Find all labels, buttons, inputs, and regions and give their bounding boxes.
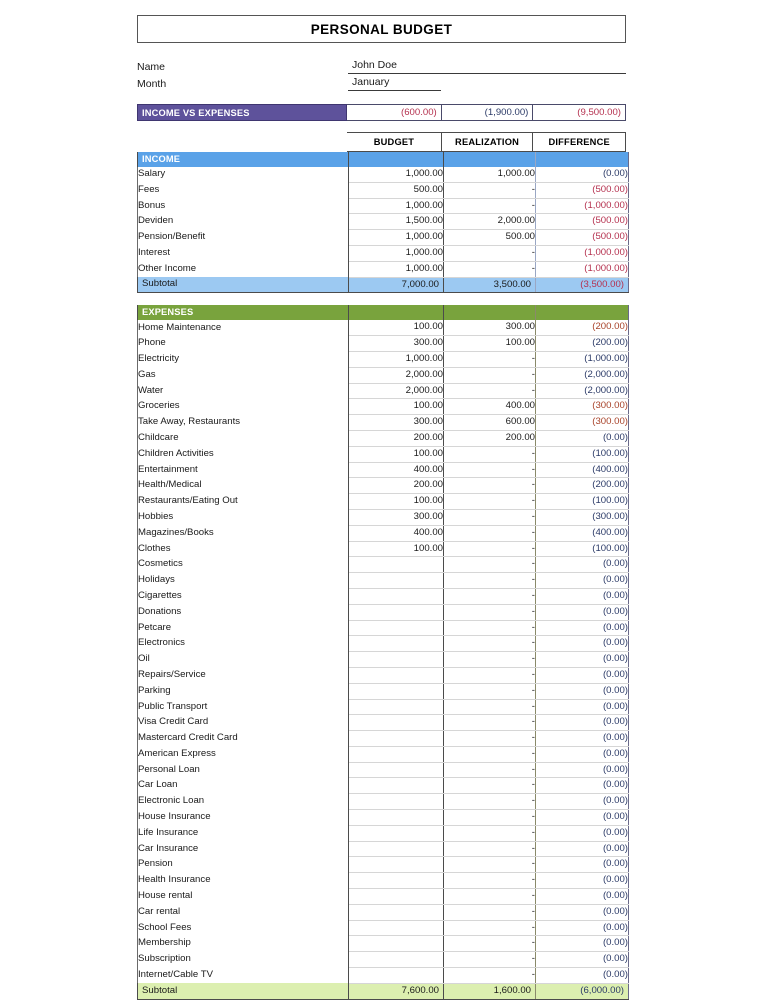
row-realization-cell[interactable]: - bbox=[444, 825, 536, 841]
row-budget-cell[interactable] bbox=[349, 699, 444, 715]
row-label: Children Activities bbox=[138, 446, 349, 462]
row-label: Repairs/Service bbox=[138, 667, 349, 683]
row-realization-cell[interactable]: - bbox=[444, 746, 536, 762]
row-budget-cell[interactable]: 300.00 bbox=[349, 336, 444, 352]
row-difference-cell[interactable]: (0.00) bbox=[536, 889, 629, 905]
row-label: Other Income bbox=[138, 261, 349, 277]
column-header-realization: REALIZATION bbox=[442, 132, 534, 152]
row-difference-cell[interactable]: (200.00) bbox=[536, 478, 629, 494]
row-budget-cell[interactable] bbox=[349, 889, 444, 905]
row-label: Pension/Benefit bbox=[138, 230, 349, 246]
row-label: Hobbies bbox=[138, 509, 349, 525]
row-label: Donations bbox=[138, 604, 349, 620]
table-row bbox=[138, 936, 629, 952]
subtotal-row bbox=[138, 983, 629, 999]
table-row bbox=[138, 557, 629, 573]
row-realization-cell[interactable]: 200.00 bbox=[444, 430, 536, 446]
row-realization-cell[interactable]: - bbox=[444, 182, 536, 198]
row-difference-cell[interactable]: (0.00) bbox=[536, 857, 629, 873]
row-realization-cell[interactable]: - bbox=[444, 968, 536, 984]
row-budget-cell[interactable]: 500.00 bbox=[349, 182, 444, 198]
subtotal-realization-cell[interactable]: 1,600.00 bbox=[444, 983, 536, 999]
summary-difference-value[interactable]: (9,500.00) bbox=[533, 104, 626, 121]
row-label: School Fees bbox=[138, 920, 349, 936]
row-difference-cell[interactable]: (1,000.00) bbox=[536, 351, 629, 367]
row-budget-cell[interactable] bbox=[349, 588, 444, 604]
row-difference-cell[interactable]: (400.00) bbox=[536, 525, 629, 541]
row-difference-cell[interactable]: (0.00) bbox=[536, 636, 629, 652]
row-realization-cell[interactable]: - bbox=[444, 494, 536, 510]
row-label: Bonus bbox=[138, 198, 349, 214]
table-row bbox=[138, 509, 629, 525]
table-row bbox=[138, 541, 629, 557]
row-difference-cell[interactable]: (0.00) bbox=[536, 699, 629, 715]
row-budget-cell[interactable]: 1,000.00 bbox=[349, 261, 444, 277]
row-realization-cell[interactable]: - bbox=[444, 952, 536, 968]
row-realization-cell[interactable]: - bbox=[444, 715, 536, 731]
row-budget-cell[interactable] bbox=[349, 557, 444, 573]
row-label: Phone bbox=[138, 336, 349, 352]
sheet-content bbox=[137, 15, 626, 1000]
row-budget-cell[interactable] bbox=[349, 667, 444, 683]
row-realization-cell[interactable]: - bbox=[444, 383, 536, 399]
row-realization-cell[interactable]: - bbox=[444, 904, 536, 920]
table-row bbox=[138, 620, 629, 636]
row-realization-cell[interactable]: - bbox=[444, 636, 536, 652]
summary-budget-value[interactable]: (600.00) bbox=[347, 104, 442, 121]
row-label: Electronic Loan bbox=[138, 794, 349, 810]
income-vs-expenses-row bbox=[137, 104, 626, 121]
subtotal-label: Subtotal bbox=[138, 277, 349, 293]
row-label: Holidays bbox=[138, 573, 349, 589]
row-label: Public Transport bbox=[138, 699, 349, 715]
row-label: House Insurance bbox=[138, 810, 349, 826]
row-difference-cell[interactable]: (1,000.00) bbox=[536, 245, 629, 261]
income-vs-expenses-label: INCOME VS EXPENSES bbox=[137, 104, 347, 121]
row-label: House rental bbox=[138, 889, 349, 905]
row-label: Subscription bbox=[138, 952, 349, 968]
row-budget-cell[interactable]: 2,000.00 bbox=[349, 383, 444, 399]
row-budget-cell[interactable]: 200.00 bbox=[349, 430, 444, 446]
income-header-difference-cell bbox=[536, 152, 629, 167]
row-label: Health/Medical bbox=[138, 478, 349, 494]
table-row bbox=[138, 746, 629, 762]
name-label: Name bbox=[137, 61, 166, 73]
table-row bbox=[138, 245, 629, 261]
row-realization-cell[interactable]: - bbox=[444, 667, 536, 683]
column-header-budget: BUDGET bbox=[347, 132, 442, 152]
row-difference-cell[interactable]: (500.00) bbox=[536, 230, 629, 246]
row-realization-cell[interactable]: - bbox=[444, 245, 536, 261]
row-realization-cell[interactable]: - bbox=[444, 573, 536, 589]
table-row bbox=[138, 462, 629, 478]
row-difference-cell[interactable]: (0.00) bbox=[536, 588, 629, 604]
income-section-header bbox=[138, 152, 629, 167]
row-difference-cell[interactable]: (0.00) bbox=[536, 810, 629, 826]
row-label: Clothes bbox=[138, 541, 349, 557]
row-difference-cell[interactable]: (2,000.00) bbox=[536, 383, 629, 399]
row-difference-cell[interactable]: (2,000.00) bbox=[536, 367, 629, 383]
table-row bbox=[138, 230, 629, 246]
row-difference-cell[interactable]: (0.00) bbox=[536, 746, 629, 762]
row-label: Deviden bbox=[138, 214, 349, 230]
row-realization-cell[interactable]: - bbox=[444, 731, 536, 747]
table-row bbox=[138, 604, 629, 620]
row-difference-cell[interactable]: (0.00) bbox=[536, 652, 629, 668]
table-row bbox=[138, 573, 629, 589]
table-row bbox=[138, 446, 629, 462]
row-label: Fees bbox=[138, 182, 349, 198]
table-row bbox=[138, 889, 629, 905]
table-row bbox=[138, 167, 629, 182]
row-label: Car Insurance bbox=[138, 841, 349, 857]
row-realization-cell[interactable]: - bbox=[444, 604, 536, 620]
row-label: Oil bbox=[138, 652, 349, 668]
row-difference-cell[interactable]: (0.00) bbox=[536, 667, 629, 683]
row-budget-cell[interactable] bbox=[349, 904, 444, 920]
table-row bbox=[138, 920, 629, 936]
row-difference-cell[interactable]: (1,000.00) bbox=[536, 261, 629, 277]
table-row bbox=[138, 667, 629, 683]
row-budget-cell[interactable] bbox=[349, 968, 444, 984]
row-difference-cell[interactable]: (100.00) bbox=[536, 494, 629, 510]
row-realization-cell[interactable]: - bbox=[444, 351, 536, 367]
row-difference-cell[interactable]: (0.00) bbox=[536, 715, 629, 731]
row-realization-cell[interactable]: - bbox=[444, 541, 536, 557]
table-row bbox=[138, 636, 629, 652]
row-realization-cell[interactable]: - bbox=[444, 920, 536, 936]
subtotal-row bbox=[138, 277, 629, 293]
row-difference-cell[interactable]: (500.00) bbox=[536, 214, 629, 230]
column-header-row bbox=[137, 132, 626, 152]
row-label: Restaurants/Eating Out bbox=[138, 494, 349, 510]
row-difference-cell[interactable]: (0.00) bbox=[536, 873, 629, 889]
row-label: Magazines/Books bbox=[138, 525, 349, 541]
table-row bbox=[138, 198, 629, 214]
table-row bbox=[138, 825, 629, 841]
table-row bbox=[138, 351, 629, 367]
table-row bbox=[138, 588, 629, 604]
row-label: Life Insurance bbox=[138, 825, 349, 841]
row-difference-cell[interactable]: (400.00) bbox=[536, 462, 629, 478]
row-label: Cigarettes bbox=[138, 588, 349, 604]
income-table bbox=[137, 152, 629, 293]
row-difference-cell[interactable]: (0.00) bbox=[536, 936, 629, 952]
subtotal-label: Subtotal bbox=[138, 983, 349, 999]
row-budget-cell[interactable] bbox=[349, 920, 444, 936]
row-budget-cell[interactable] bbox=[349, 762, 444, 778]
table-row bbox=[138, 478, 629, 494]
table-row bbox=[138, 261, 629, 277]
row-label: Electronics bbox=[138, 636, 349, 652]
row-realization-cell[interactable]: - bbox=[444, 525, 536, 541]
row-label: Home Maintenance bbox=[138, 320, 349, 335]
table-row bbox=[138, 214, 629, 230]
row-difference-cell[interactable]: (500.00) bbox=[536, 182, 629, 198]
expenses-section-label: EXPENSES bbox=[138, 305, 349, 320]
row-budget-cell[interactable]: 400.00 bbox=[349, 525, 444, 541]
month-input[interactable]: January bbox=[348, 75, 441, 91]
row-realization-cell[interactable]: - bbox=[444, 462, 536, 478]
row-budget-cell[interactable] bbox=[349, 715, 444, 731]
row-budget-cell[interactable] bbox=[349, 810, 444, 826]
table-row bbox=[138, 715, 629, 731]
row-budget-cell[interactable]: 1,000.00 bbox=[349, 198, 444, 214]
row-realization-cell[interactable]: - bbox=[444, 367, 536, 383]
row-realization-cell[interactable]: 300.00 bbox=[444, 320, 536, 335]
row-budget-cell[interactable]: 1,000.00 bbox=[349, 245, 444, 261]
month-label: Month bbox=[137, 78, 167, 90]
row-budget-cell[interactable] bbox=[349, 620, 444, 636]
income-header-budget-cell bbox=[349, 152, 444, 167]
row-difference-cell[interactable]: (300.00) bbox=[536, 509, 629, 525]
row-label: Visa Credit Card bbox=[138, 715, 349, 731]
row-difference-cell[interactable]: (0.00) bbox=[536, 683, 629, 699]
subtotal-budget-cell[interactable]: 7,000.00 bbox=[349, 277, 444, 293]
title-box bbox=[137, 15, 626, 43]
month-row bbox=[137, 75, 626, 91]
subtotal-realization-cell[interactable]: 3,500.00 bbox=[444, 277, 536, 293]
row-realization-cell[interactable]: - bbox=[444, 778, 536, 794]
row-label: Internet/Cable TV bbox=[138, 968, 349, 984]
row-realization-cell[interactable]: 600.00 bbox=[444, 415, 536, 431]
table-row bbox=[138, 415, 629, 431]
row-difference-cell[interactable]: (0.00) bbox=[536, 731, 629, 747]
table-row bbox=[138, 968, 629, 984]
row-label: American Express bbox=[138, 746, 349, 762]
row-realization-cell[interactable]: 1,000.00 bbox=[444, 167, 536, 182]
row-budget-cell[interactable]: 1,000.00 bbox=[349, 167, 444, 182]
row-difference-cell[interactable]: (200.00) bbox=[536, 336, 629, 352]
row-budget-cell[interactable]: 300.00 bbox=[349, 415, 444, 431]
row-budget-cell[interactable]: 100.00 bbox=[349, 320, 444, 335]
row-budget-cell[interactable] bbox=[349, 636, 444, 652]
row-budget-cell[interactable] bbox=[349, 683, 444, 699]
table-row bbox=[138, 762, 629, 778]
row-budget-cell[interactable] bbox=[349, 746, 444, 762]
row-realization-cell[interactable]: - bbox=[444, 699, 536, 715]
row-difference-cell[interactable]: (0.00) bbox=[536, 778, 629, 794]
row-label: Membership bbox=[138, 936, 349, 952]
row-difference-cell[interactable]: (0.00) bbox=[536, 604, 629, 620]
row-label: Personal Loan bbox=[138, 762, 349, 778]
row-label: Electricity bbox=[138, 351, 349, 367]
row-realization-cell[interactable]: - bbox=[444, 873, 536, 889]
expenses-header-budget-cell bbox=[349, 305, 444, 320]
row-realization-cell[interactable]: - bbox=[444, 810, 536, 826]
row-label: Water bbox=[138, 383, 349, 399]
row-budget-cell[interactable]: 300.00 bbox=[349, 509, 444, 525]
table-row bbox=[138, 336, 629, 352]
row-label: Groceries bbox=[138, 399, 349, 415]
row-label: Salary bbox=[138, 167, 349, 182]
row-difference-cell[interactable]: (300.00) bbox=[536, 415, 629, 431]
row-label: Childcare bbox=[138, 430, 349, 446]
row-budget-cell[interactable] bbox=[349, 857, 444, 873]
column-header-spacer bbox=[137, 132, 347, 152]
table-row bbox=[138, 525, 629, 541]
row-difference-cell[interactable]: (100.00) bbox=[536, 446, 629, 462]
row-budget-cell[interactable]: 400.00 bbox=[349, 462, 444, 478]
row-label: Pension bbox=[138, 857, 349, 873]
row-realization-cell[interactable]: - bbox=[444, 588, 536, 604]
table-row bbox=[138, 383, 629, 399]
row-realization-cell[interactable]: - bbox=[444, 794, 536, 810]
table-row bbox=[138, 367, 629, 383]
name-row bbox=[137, 58, 626, 74]
row-difference-cell[interactable]: (200.00) bbox=[536, 320, 629, 335]
summary-realization-value[interactable]: (1,900.00) bbox=[442, 104, 534, 121]
row-realization-cell[interactable]: - bbox=[444, 889, 536, 905]
subtotal-budget-cell[interactable]: 7,600.00 bbox=[349, 983, 444, 999]
row-budget-cell[interactable] bbox=[349, 825, 444, 841]
row-budget-cell[interactable]: 200.00 bbox=[349, 478, 444, 494]
row-budget-cell[interactable] bbox=[349, 573, 444, 589]
row-difference-cell[interactable]: (0.00) bbox=[536, 952, 629, 968]
table-row bbox=[138, 810, 629, 826]
row-difference-cell[interactable]: (0.00) bbox=[536, 920, 629, 936]
row-realization-cell[interactable]: - bbox=[444, 446, 536, 462]
table-row bbox=[138, 683, 629, 699]
table-row bbox=[138, 778, 629, 794]
row-realization-cell[interactable]: 400.00 bbox=[444, 399, 536, 415]
row-realization-cell[interactable]: - bbox=[444, 936, 536, 952]
row-budget-cell[interactable]: 100.00 bbox=[349, 541, 444, 557]
table-row bbox=[138, 873, 629, 889]
expenses-table bbox=[137, 305, 629, 999]
row-realization-cell[interactable]: - bbox=[444, 557, 536, 573]
row-difference-cell[interactable]: (100.00) bbox=[536, 541, 629, 557]
section-gap bbox=[137, 293, 626, 305]
row-realization-cell[interactable]: - bbox=[444, 478, 536, 494]
row-label: Car Loan bbox=[138, 778, 349, 794]
row-label: Car rental bbox=[138, 904, 349, 920]
table-row bbox=[138, 904, 629, 920]
income-header-realization-cell bbox=[444, 152, 536, 167]
row-label: Parking bbox=[138, 683, 349, 699]
row-difference-cell[interactable]: (0.00) bbox=[536, 762, 629, 778]
row-label: Interest bbox=[138, 245, 349, 261]
row-realization-cell[interactable]: - bbox=[444, 198, 536, 214]
row-budget-cell[interactable] bbox=[349, 873, 444, 889]
row-budget-cell[interactable]: 1,500.00 bbox=[349, 214, 444, 230]
row-label: Mastercard Credit Card bbox=[138, 731, 349, 747]
row-difference-cell[interactable]: (0.00) bbox=[536, 557, 629, 573]
table-row bbox=[138, 699, 629, 715]
expenses-header-realization-cell bbox=[444, 305, 536, 320]
table-row bbox=[138, 494, 629, 510]
table-row bbox=[138, 794, 629, 810]
table-row bbox=[138, 841, 629, 857]
row-budget-cell[interactable] bbox=[349, 778, 444, 794]
row-difference-cell[interactable]: (0.00) bbox=[536, 167, 629, 182]
row-budget-cell[interactable] bbox=[349, 652, 444, 668]
row-difference-cell[interactable]: (0.00) bbox=[536, 825, 629, 841]
row-difference-cell[interactable]: (0.00) bbox=[536, 620, 629, 636]
row-budget-cell[interactable]: 1,000.00 bbox=[349, 351, 444, 367]
row-budget-cell[interactable]: 100.00 bbox=[349, 494, 444, 510]
name-input[interactable]: John Doe bbox=[348, 58, 626, 74]
row-realization-cell[interactable]: - bbox=[444, 509, 536, 525]
table-row bbox=[138, 731, 629, 747]
row-label: Cosmetics bbox=[138, 557, 349, 573]
row-realization-cell[interactable]: - bbox=[444, 620, 536, 636]
table-row bbox=[138, 952, 629, 968]
row-difference-cell[interactable]: (0.00) bbox=[536, 968, 629, 984]
row-realization-cell[interactable]: - bbox=[444, 652, 536, 668]
row-budget-cell[interactable]: 100.00 bbox=[349, 399, 444, 415]
row-label: Health Insurance bbox=[138, 873, 349, 889]
row-realization-cell[interactable]: 100.00 bbox=[444, 336, 536, 352]
meta-fields bbox=[137, 58, 626, 91]
row-label: Gas bbox=[138, 367, 349, 383]
row-realization-cell[interactable]: - bbox=[444, 683, 536, 699]
row-realization-cell[interactable]: 2,000.00 bbox=[444, 214, 536, 230]
column-header-difference: DIFFERENCE bbox=[533, 132, 626, 152]
row-label: Entertainment bbox=[138, 462, 349, 478]
row-budget-cell[interactable]: 1,000.00 bbox=[349, 230, 444, 246]
table-row bbox=[138, 320, 629, 335]
page-title: PERSONAL BUDGET bbox=[310, 21, 453, 37]
table-row bbox=[138, 857, 629, 873]
row-realization-cell[interactable]: - bbox=[444, 762, 536, 778]
row-difference-cell[interactable]: (0.00) bbox=[536, 904, 629, 920]
table-row bbox=[138, 652, 629, 668]
row-budget-cell[interactable] bbox=[349, 936, 444, 952]
row-difference-cell[interactable]: (300.00) bbox=[536, 399, 629, 415]
row-realization-cell[interactable]: - bbox=[444, 261, 536, 277]
row-budget-cell[interactable] bbox=[349, 604, 444, 620]
row-budget-cell[interactable] bbox=[349, 794, 444, 810]
row-label: Petcare bbox=[138, 620, 349, 636]
row-realization-cell[interactable]: - bbox=[444, 857, 536, 873]
expenses-section-header bbox=[138, 305, 629, 320]
row-realization-cell[interactable]: 500.00 bbox=[444, 230, 536, 246]
row-budget-cell[interactable] bbox=[349, 841, 444, 857]
income-section-label: INCOME bbox=[138, 152, 349, 167]
row-difference-cell[interactable]: (0.00) bbox=[536, 573, 629, 589]
expenses-header-difference-cell bbox=[536, 305, 629, 320]
row-label: Take Away, Restaurants bbox=[138, 415, 349, 431]
table-row bbox=[138, 399, 629, 415]
row-budget-cell[interactable] bbox=[349, 952, 444, 968]
table-row bbox=[138, 182, 629, 198]
table-row bbox=[138, 430, 629, 446]
row-difference-cell[interactable]: (0.00) bbox=[536, 841, 629, 857]
row-difference-cell[interactable]: (0.00) bbox=[536, 430, 629, 446]
row-budget-cell[interactable]: 100.00 bbox=[349, 446, 444, 462]
subtotal-difference-cell[interactable]: (6,000.00) bbox=[536, 983, 629, 999]
row-budget-cell[interactable]: 2,000.00 bbox=[349, 367, 444, 383]
subtotal-difference-cell[interactable]: (3,500.00) bbox=[536, 277, 629, 293]
row-budget-cell[interactable] bbox=[349, 731, 444, 747]
row-realization-cell[interactable]: - bbox=[444, 841, 536, 857]
row-difference-cell[interactable]: (1,000.00) bbox=[536, 198, 629, 214]
row-difference-cell[interactable]: (0.00) bbox=[536, 794, 629, 810]
